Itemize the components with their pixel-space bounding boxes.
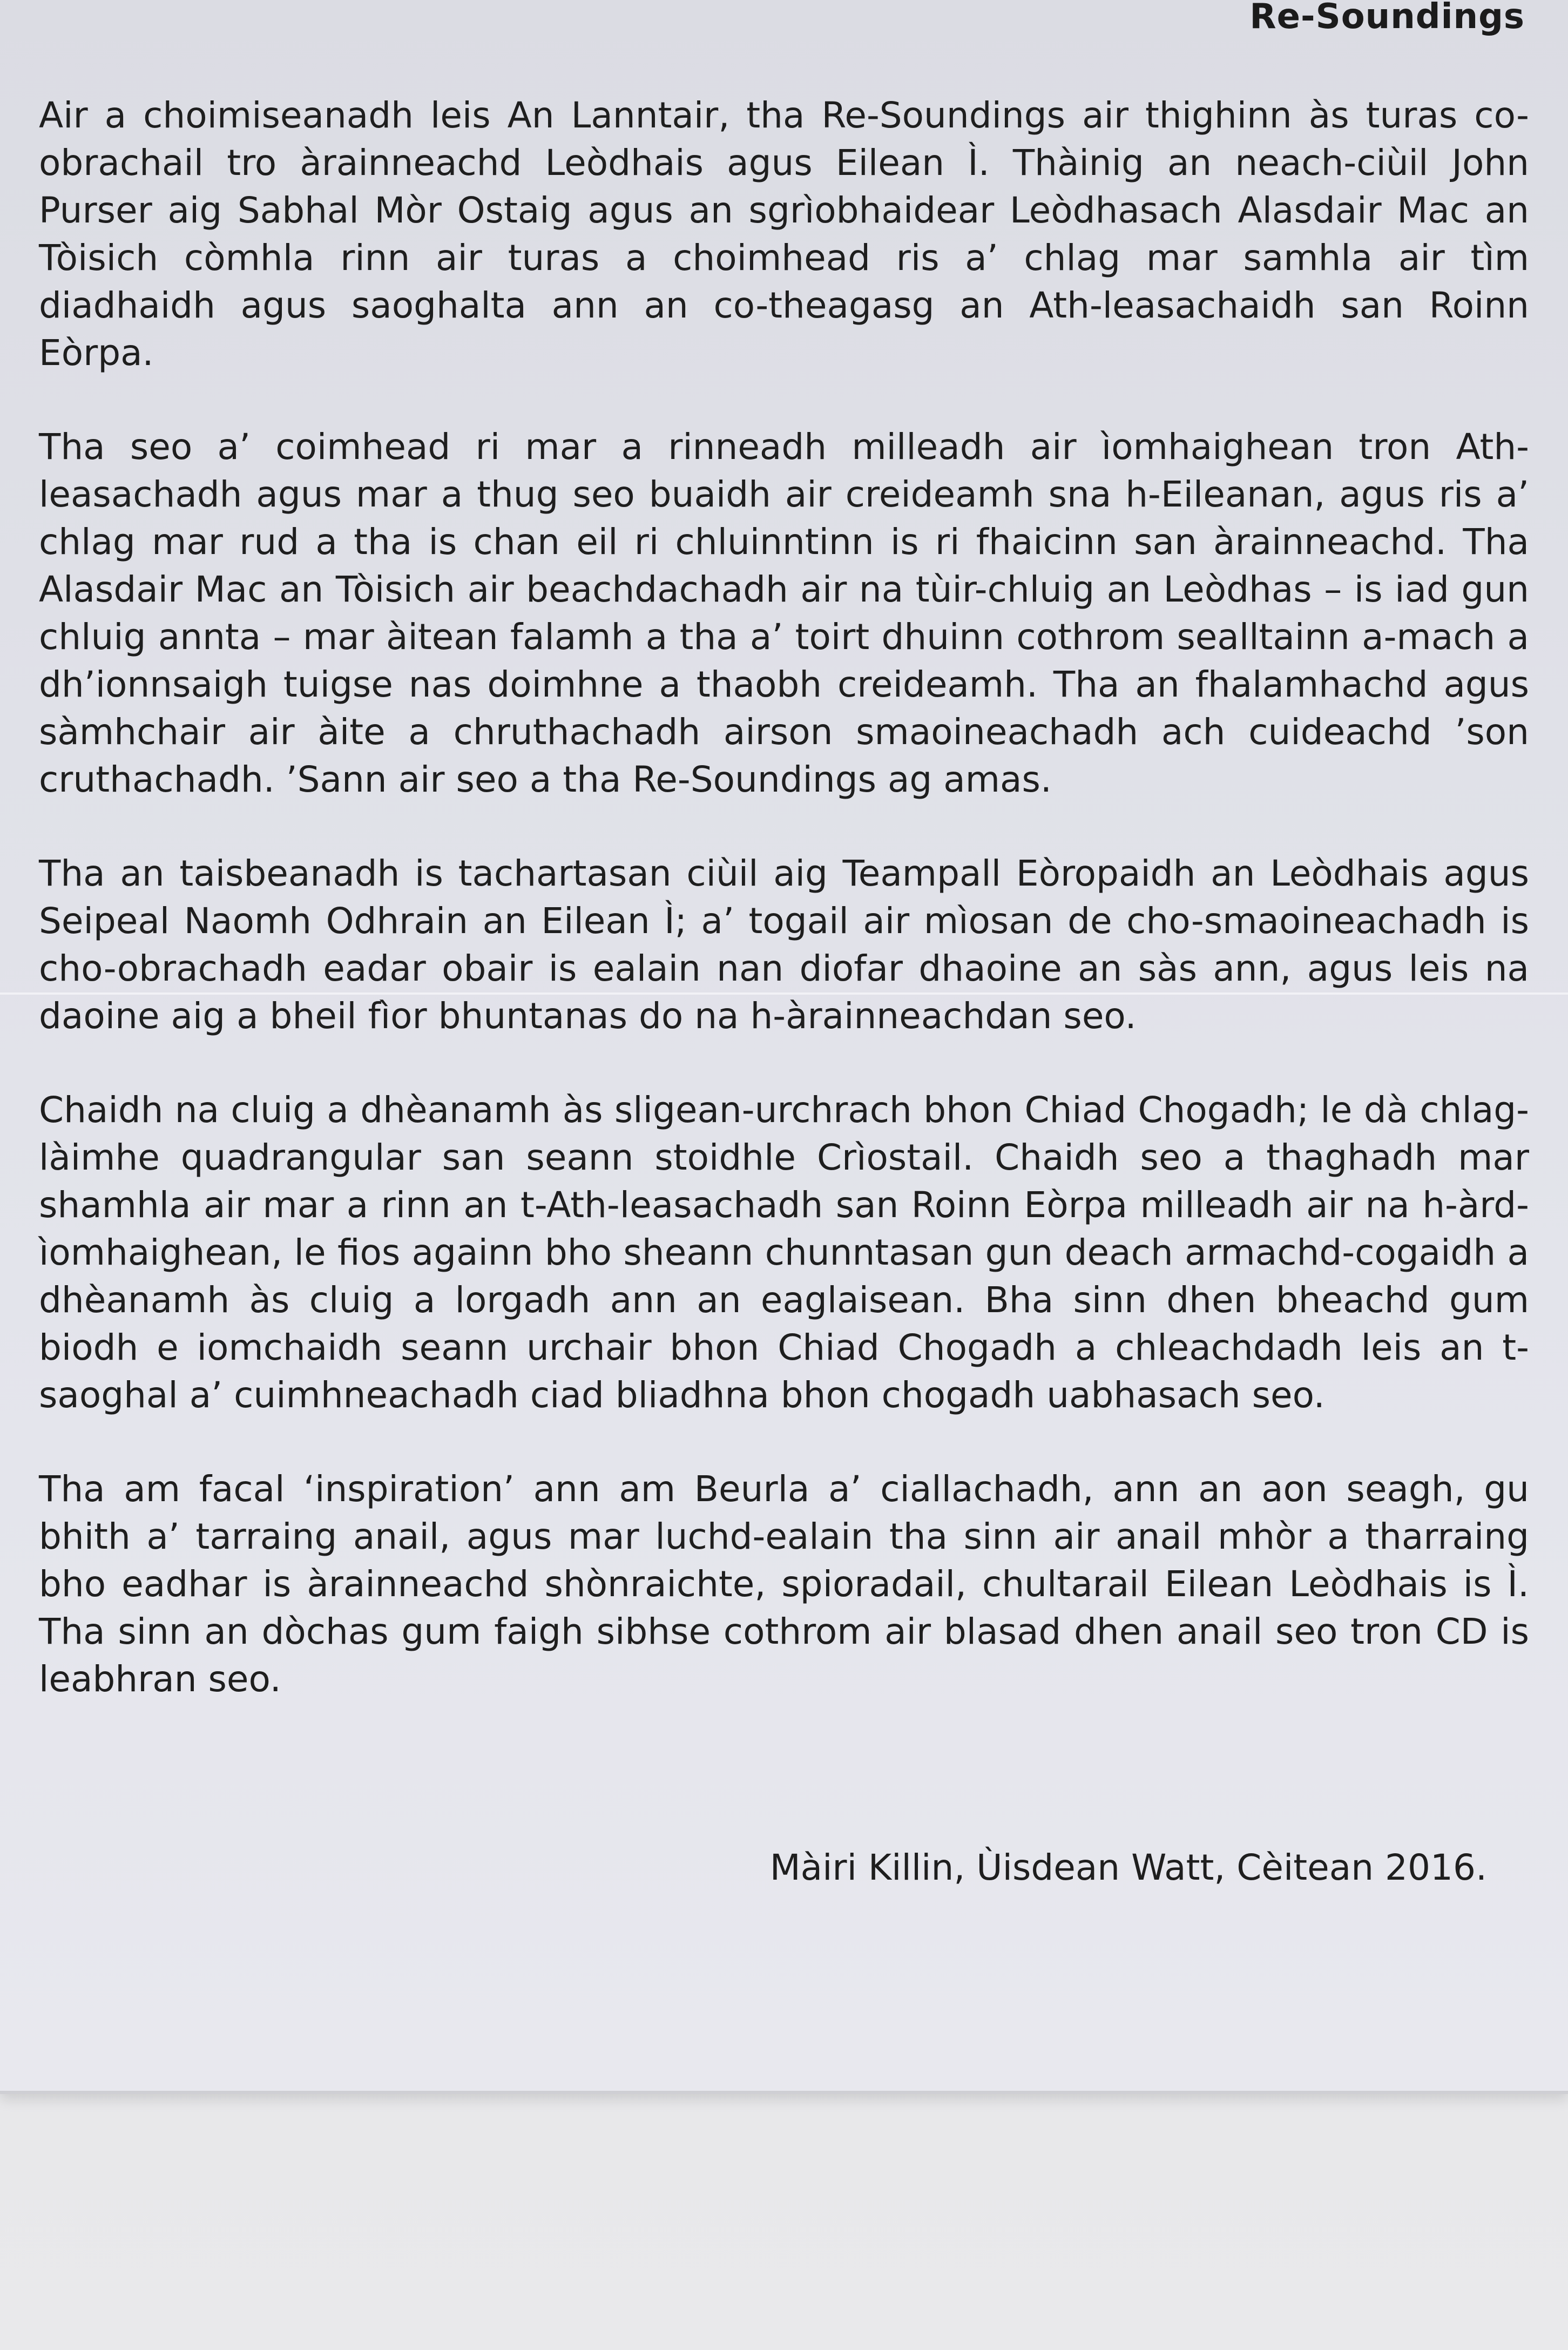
body-text [39,92,1529,1750]
paragraph-4: Chaidh na cluig a dhèanamh às sligean-urchrach bhon Chiad Chogadh; le dà chlag-làimhe quadrangular san seann stoidhle Crìostail. Chaidh seo a thaghadh mar shamhla air mar a rinn an t-Ath-leasachadh san Roinn Eòrpa milleadh air na h-àrd-ìomhaighean, le fios againn bho sheann chunntasan gun deach armachd-cogaidh a dhèanamh às cluig a lorgadh ann an eaglaisean. Bha sinn dhen bheachd gum biodh e iomchaidh seann urchair bhon Chiad Chogadh a chleachdadh leis an t-saoghal a’ cuimhneachadh ciad bliadhna bhon chogadh uabhasach seo. [39,1089,1529,1416]
document-title: Re-Soundings [1249,0,1525,37]
paragraph-2: Tha seo a’ coimhead ri mar a rinneadh milleadh air ìomhaighean tron Ath-leasachadh agus mar a thug seo buaidh air creideamh sna h-Eileanan, agus ris a’ chlag mar rud a tha is chan eil ri chluinntinn is ri fhaicinn san àrainneachd. Tha Alasdair Mac an Tòisich air beachdachadh air na tùir-chluig an Leòdhas – is iad gun chluig annta – mar àitean falamh a tha a’ toirt dhuinn cothrom sealltainn a-mach a dh’ionnsaigh tuigse nas doimhne a thaobh creideamh. Tha an fhalamhachd agus sàmhchair air àite a chruthachadh airson smaoineachadh ach cuideachd ’son cruthachadh. ’Sann air seo a tha Re-Soundings ag amas. [39,426,1529,800]
signature: Màiri Killin, Ùisdean Watt, Cèitean 2016. [769,1847,1487,1888]
paragraph-3: Tha an taisbeanadh is tachartasan ciùil aig Teampall Eòropaidh an Leòdhais agus Seipeal Naomh Odhrain an Eilean Ì; a’ togail air mìosan de cho-smaoineachadh is cho-obrachadh eadar obair is ealain nan diofar dhaoine an sàs ann, agus leis na daoine aig a bheil fìor bhuntanas do na h-àrainneachdan seo. [39,853,1529,1037]
paragraph-1: Air a choimiseanadh leis An Lanntair, tha Re-Soundings air thighinn às turas co-obrachail tro àrainneachd Leòdhais agus Eilean Ì. Thàinig an neach-ciùil John Purser aig Sabhal Mòr Ostaig agus an sgrìobhaidear Leòdhasach Alasdair Mac an Tòisich còmhla rinn air turas a choimhead ris a’ chlag mar samhla air tìm diadhaidh agus saoghalta ann an co-theagasg an Ath-leasachaidh san Roinn Eòrpa. [39,94,1529,374]
paragraph-5: Tha am facal ‘inspiration’ ann am Beurla a’ ciallachadh, ann an aon seagh, gu bhith a’ tarraing anail, agus mar luchd-ealain tha sinn air anail mhòr a tharraing bho eadhar is àrainneachd shònraichte, spioradail, chultarail Eilean Leòdhais is Ì. Tha sinn an dòchas gum faigh sibhse cothrom air blasad dhen anail seo tron CD is leabhran seo. [39,1468,1529,1700]
